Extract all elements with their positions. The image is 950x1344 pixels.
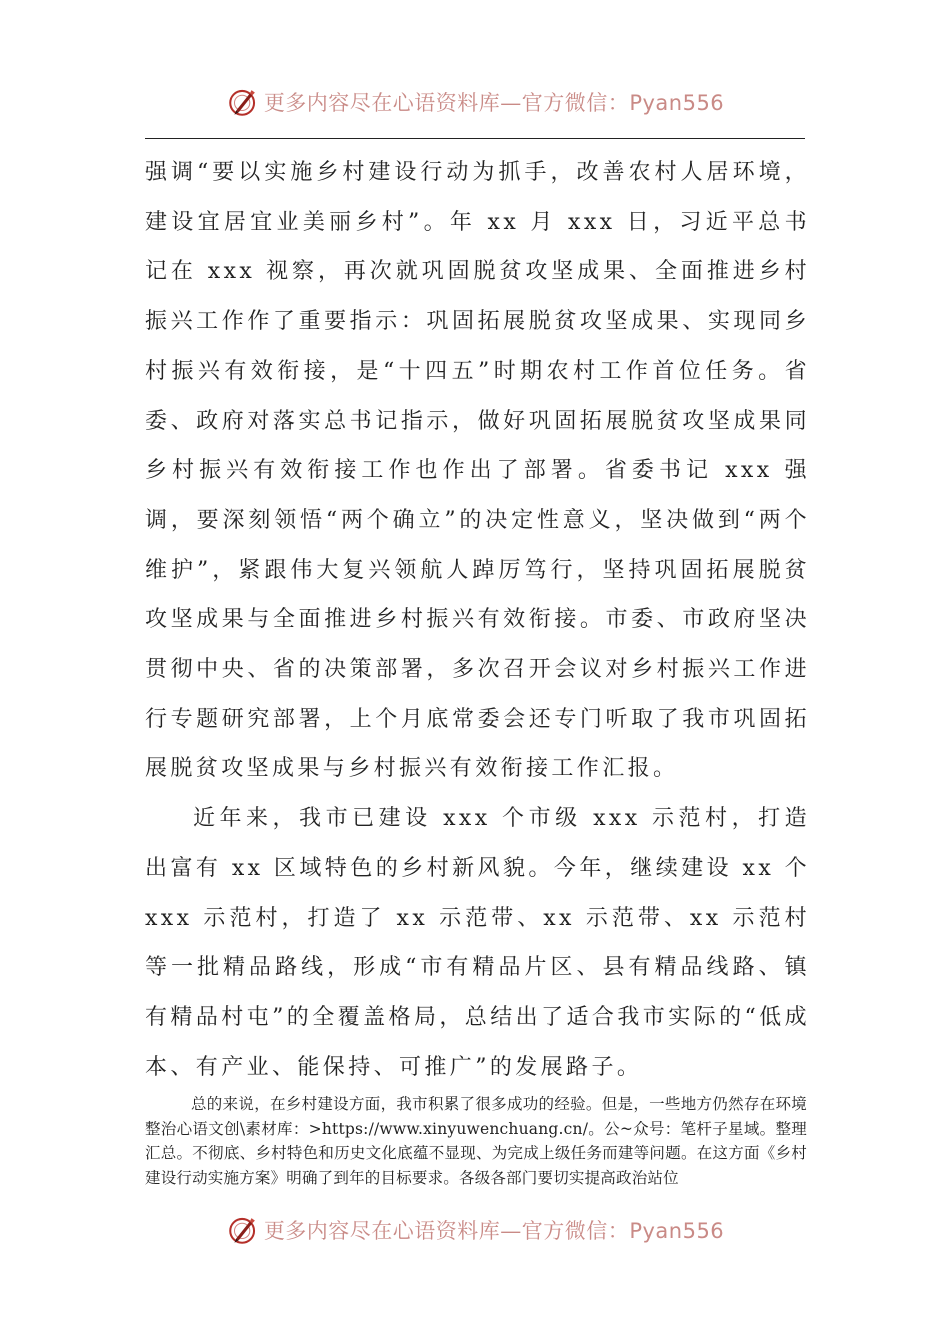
header-banner-prefix: 更多内容尽在心语资料库—官方微信：: [263, 91, 630, 115]
footer-wechat-id: Pyan556: [629, 1219, 725, 1243]
small-paragraph: 总的来说，在乡村建设方面，我市积累了很多成功的经验。但是，一些地方仍然存在环境整治心语文创\素材库：>https://www.xinyuwenchuang.cn/。公~众号：笔杆子星域。整理汇总。不彻底、乡村特色和历史文化底蕴不显现、为完成上级任务而建等问题。在这方面《乡村建设行动实施方案》明确了到年的目标要求。各级各部门要切实提高政治站位: [145, 1095, 807, 1187]
header-wechat-id: Pyan556: [629, 91, 725, 115]
header-banner-text: [264, 87, 724, 117]
header-banner: [0, 82, 950, 122]
footer-banner: [0, 1210, 950, 1250]
header-divider: [145, 138, 805, 139]
footer-banner-prefix: 更多内容尽在心语资料库—官方微信：: [263, 1219, 630, 1243]
footer-banner-text: [264, 1215, 724, 1245]
document-body: [145, 148, 810, 1092]
pen-circle-logo-icon: [226, 85, 260, 119]
small-print-section: [145, 1092, 807, 1190]
paragraph-2: 近年来，我市已建设 xxx 个市级 xxx 示范村，打造出富有 xx 区域特色的乡村新风貌。今年，继续建设 xx 个 xxx 示范村，打造了 xx 示范带、xx 示范带、xx 示范村等一批精品路线，形成“市有精品片区、县有精品线路、镇有精品村屯”的全覆盖格局，总结出了适合我市实际的“低成本、有产业、能保持、可推广”的发展路子。: [145, 806, 810, 1080]
pen-circle-logo-icon: [226, 1213, 260, 1247]
paragraph-1: 强调“要以实施乡村建设行动为抓手，改善农村人居环境，建设宜居宜业美丽乡村”。年 xx 月 xxx 日，习近平总书记在 xxx 视察，再次就巩固脱贫攻坚成果、全面推进乡村振兴工作作了重要指示：巩固拓展脱贫攻坚成果、实现同乡村振兴有效衔接，是“十四五”时期农村工作首位任务。省委、政府对落实总书记指示，做好巩固拓展脱贫攻坚成果同乡村振兴有效衔接工作也作出了部署。省委书记 xxx 强调，要深刻领悟“两个确立”的决定性意义，坚决做到“两个维护”，紧跟伟大复兴领航人踔厉笃行，坚持巩固拓展脱贫攻坚成果与全面推进乡村振兴有效衔接。市委、市政府坚决贯彻中央、省的决策部署，多次召开会议对乡村振兴工作进行专题研究部署，上个月底常委会还专门听取了我市巩固拓展脱贫攻坚成果与乡村振兴有效衔接工作汇报。: [145, 160, 810, 782]
